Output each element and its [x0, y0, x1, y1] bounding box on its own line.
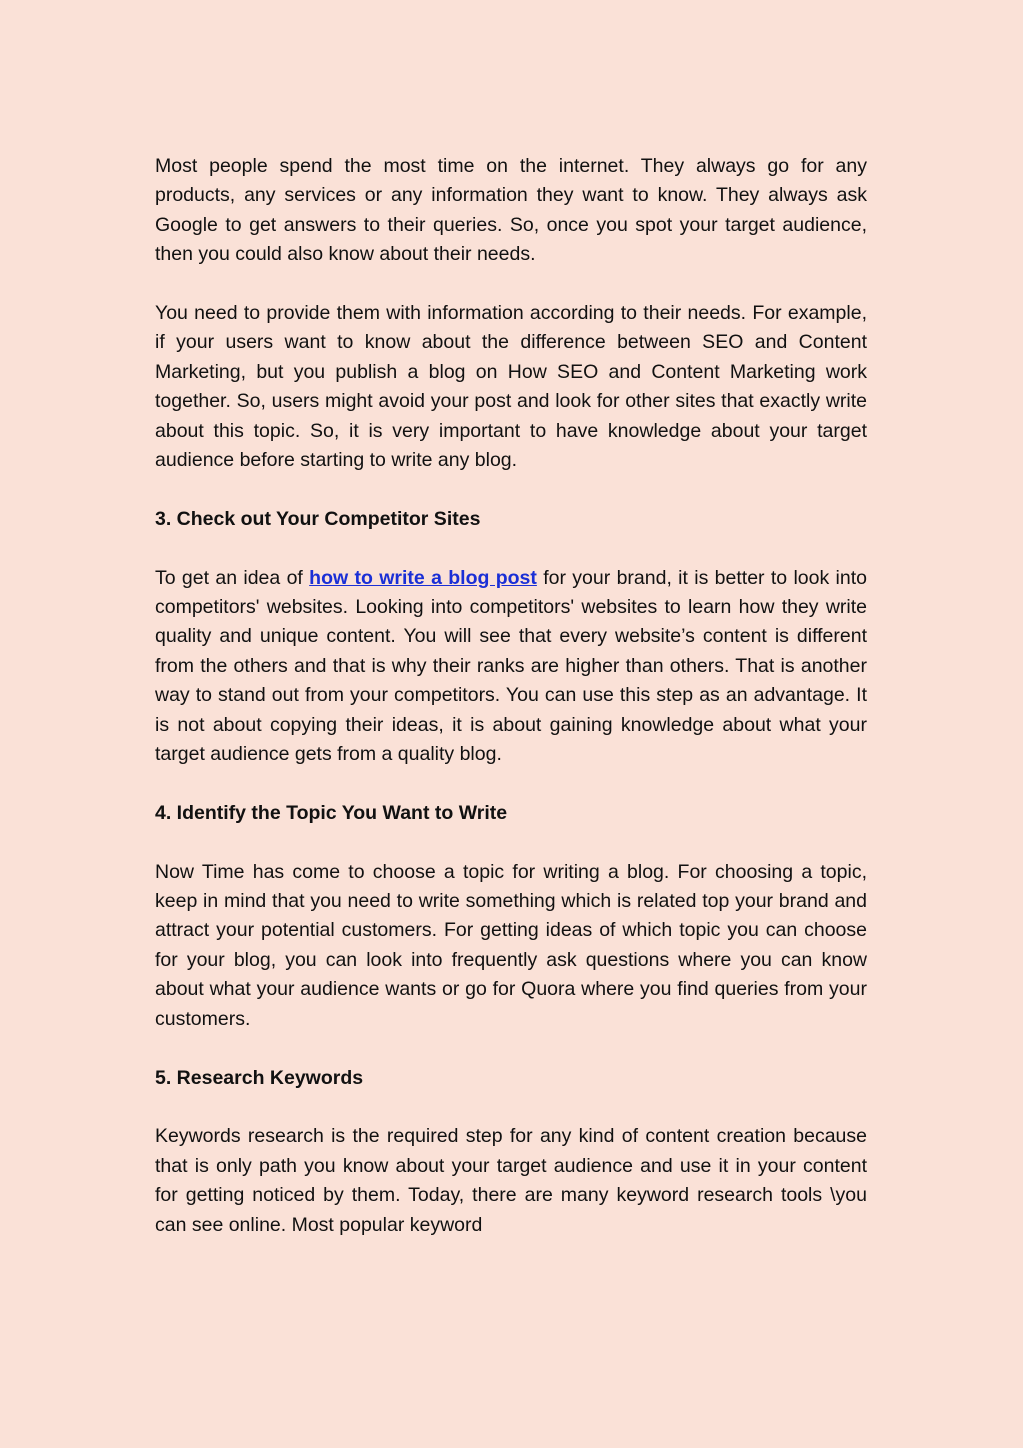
blog-post-link[interactable]: how to write a blog post [309, 566, 537, 589]
paragraph-competitor-sites-body: for your brand, it is better to look into competitors' websites. Looking into competitors' websites to learn how they write quality and unique content. You will see that every website’s content is different from the others and that is why their ranks are higher than others. That is another way to stand out from your competitors. You can use this step as an advantage. It is not about copying their ideas, it is about gaining knowledge about what your target audience gets from a quality blog. [155, 566, 867, 766]
paragraph-research-keywords: Keywords research is the required step for any kind of content creation because that is only path you know about your target audience and use it in your content for getting noticed by them. Today, there are many keyword research tools \you can see online. Most popular keyword [155, 1125, 867, 1236]
paragraph-competitor-sites [155, 564, 867, 770]
paragraph-user-needs: You need to provide them with information according to their needs. For example, if your users want to know about the difference between SEO and Content Marketing, but you publish a blog on How SEO and Content Marketing work together. So, users might avoid your post and look for other sites that exactly write about this topic. So, it is very important to have knowledge about your target audience before starting to write any blog. [155, 302, 867, 472]
paragraph-internet-usage: Most people spend the most time on the internet. They always go for any products, any services or any information they want to know. They always ask Google to get answers to their queries. So, once you spot your target audience, then you could also know about their needs. [155, 155, 867, 266]
heading-competitor-sites: 3. Check out Your Competitor Sites [155, 507, 481, 530]
heading-identify-topic: 4. Identify the Topic You Want to Write [155, 801, 508, 824]
heading-research-keywords: 5. Research Keywords [155, 1066, 364, 1089]
paragraph-identify-topic: Now Time has come to choose a topic for writing a blog. For choosing a topic, keep in mind that you need to write something which is related top your brand and attract your potential customers. For getting ideas of which topic you can choose for your blog, you can look into frequently ask questions where you can know about what your audience wants or go for Quora where you find queries from your customers. [155, 860, 867, 1030]
paragraph-competitor-sites-lead: To get an idea of [155, 566, 310, 589]
document-page [155, 152, 867, 1240]
